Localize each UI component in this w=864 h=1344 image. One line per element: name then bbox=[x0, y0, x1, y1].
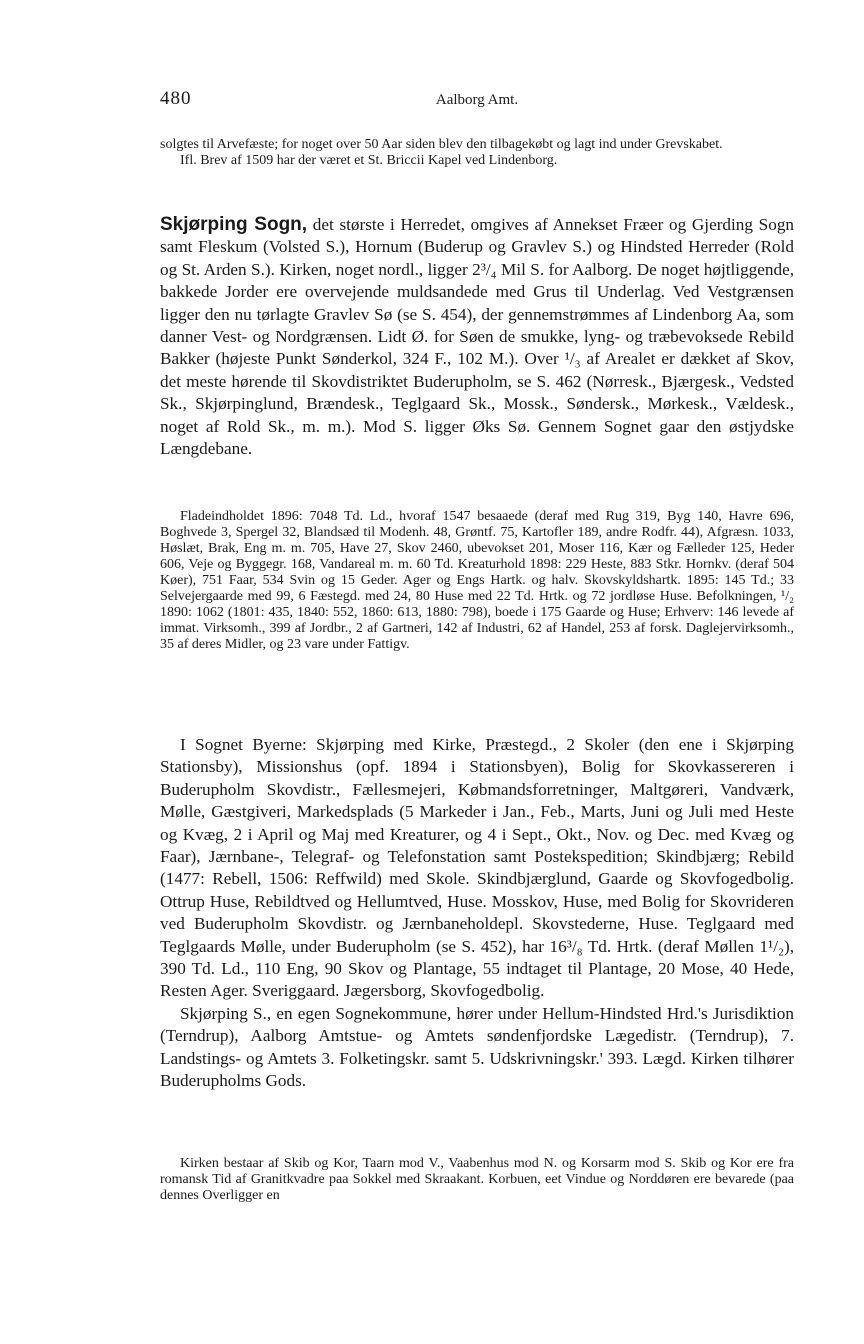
intro-paragraph: solgtes til Arvefæste; for noget over 50 Aar siden blev den tilbagekøbt og lagt ind under Grevskabet. bbox=[160, 137, 723, 152]
church-paragraph: Kirken bestaar af Skib og Kor, Taarn mod V., Vaabenhus mod N. og Korsarm mod S. Skib og Kor ere fra romansk Tid af Granitkvadre paa Sokkel med Skraakant. Korbuen, eet Vindue og Norddøren ere bevarede (paa dennes Overligger en bbox=[160, 1156, 794, 1203]
church-block bbox=[160, 1156, 794, 1204]
jurisdiction-paragraph: Skjørping S., en egen Sognekommune, hører under Hellum-Hindsted Hrd.'s Jurisdiktion (Terndrup), Aalborg Amtstue- og Amtets søndenfjordske Lægedistr. (Terndrup), 7. Landstings- og Amtets 3. Folketingskr. samt 5. Udskrivningskr.' 393. Lægd. Kirken tilhører Buderupholms Gods. bbox=[160, 1003, 794, 1091]
page-header bbox=[160, 88, 794, 118]
sogn-paragraph bbox=[160, 214, 794, 460]
sogn-heading: Skjørping Sogn, bbox=[160, 214, 308, 235]
statistics-paragraph: Fladeindholdet 1896: 7048 Td. Ld., hvoraf 1547 besaaede (deraf med Rug 319, Byg 140, Havre 696, Boghvede 3, Spergel 32, Blandsæd til Modenh. 48, Grøntf. 75, Kartofler 189, andre Rodfr. 44), Afgræsn. 1033, Høslæt, Brak, Eng m. m. 705, Have 27, Skov 2460, ubevokset 201, Moser 116, Kær og Fælleder 125, Heder 606, Veje og Byggegr. 168, Vandareal m. m. 60 Td. Kreaturhold 1898: 229 Heste, 883 Stkr. Hornkv. (deraf 504 Køer), 751 Faar, 534 Svin og 15 Geder. Ager og Engs Hartk. og halv. Skovskyldshartk. 1895: 145 Td.; 33 Selvejergaarde med 99, 6 Fæstegd. med 24, 80 Huse med 22 Td. Hrtk. og 72 jordløse Huse. Befolkningen, ¹/₂ 1890: 1062 (1801: 435, 1840: 552, 1860: 613, 1880: 798), boede i 175 Gaarde og Huse; Erhverv: 146 levede af immat. Virksomh., 399 af Jordbr., 2 af Gartneri, 142 af Industri, 62 af Handel, 253 af forsk. Daglejervirksomh., 35 af deres Midler, og 23 vare under Fattigv. bbox=[160, 509, 794, 652]
sogn-description: det største i Herredet, omgives af Annekset Fræer og Gjerding Sogn samt Fleskum (Volsted S.), Hornum (Buderup og Gravlev S.) og Hindsted Herreder (Rold og St. Arden S.). Kirken, noget nordl., ligger 2³/₄ Mil S. for Aalborg. De noget højtliggende, bakkede Jorder ere overvejende muldsandede med Grus til Underlag. Ved Vestgrænsen ligger den nu tørlagte Gravlev Sø (se S. 454), der gennemstrømmes af Lindenborg Aa, som danner Vest- og Nordgrænsen. Lidt Ø. for Søen de smukke, lyng- og træbevoksede Rebild Bakker (højeste Punkt Sønderkol, 324 F., 102 M.). Over ¹/₃ af Arealet er dækket af Skov, det meste hørende til Skovdistriktet Buderupholm, se S. 462 (Nørresk., Bjærgesk., Vedsted Sk., Skjørpinglund, Brændesk., Teglgaard Sk., Mossk., Søndersk., Mørkesk., Vældesk., noget af Rold Sk., m. m.). Mod S. ligger Øks Sø. Gennem Sognet gaar den østjydske Længdebane. bbox=[160, 215, 795, 459]
byerne-paragraph: I Sognet Byerne: Skjørping med Kirke, Præstegd., 2 Skoler (den ene i Skjørping Stationsby), Missionshus (opf. 1894 i Stationsbyen), Bolig for Skovkassereren i Buderupholm Skovdistr., Fællesmejeri, Købmandsforretninger, Maltgøreri, Vandværk, Mølle, Gæstgiveri, Markedsplads (5 Markeder i Jan., Feb., Marts, Juni og Juli med Heste og Kvæg, 2 i April og Maj med Kreaturer, og 4 i Sept., Okt., Nov. og Dec. med Kvæg og Faar), Jærnbane-, Telegraf- og Telefonstation samt Postekspedition; Skindbjærg; Rebild (1477: Rebell, 1506: Reffwild) med Skole. Skindbjærglund, Gaarde og Skovfogedbolig. Ottrup Huse, Rebildtved og Hellumtved, Huse. Mosskov, Huse, med Bolig for Skovrideren ved Buderupholm Skovdistr. og Jærnbaneholdepl. Skovstederne, Huse. Teglgaard med Teglgaards Mølle, under Buderupholm (se S. 452), har 16³/₈ Td. Hrtk. (deraf Møllen 1¹/₂), 390 Td. Ld., 110 Eng, 90 Skov og Plantage, 55 indtaget til Plantage, 20 Mose, 40 Hede, Resten Ager. Sveriggaard. Jægersborg, Skovfogedbolig. bbox=[160, 735, 794, 1001]
intro-block bbox=[160, 137, 794, 169]
running-head: Aalborg Amt. bbox=[435, 92, 519, 108]
section-skjorping-sogn bbox=[160, 214, 794, 460]
intro-paragraph-brev: Ifl. Brev af 1509 har der været et St. Briccii Kapel ved Lindenborg. bbox=[180, 153, 558, 168]
statistics-block bbox=[160, 509, 794, 653]
page-number: 480 bbox=[160, 88, 192, 109]
section-byerne bbox=[160, 734, 794, 1093]
